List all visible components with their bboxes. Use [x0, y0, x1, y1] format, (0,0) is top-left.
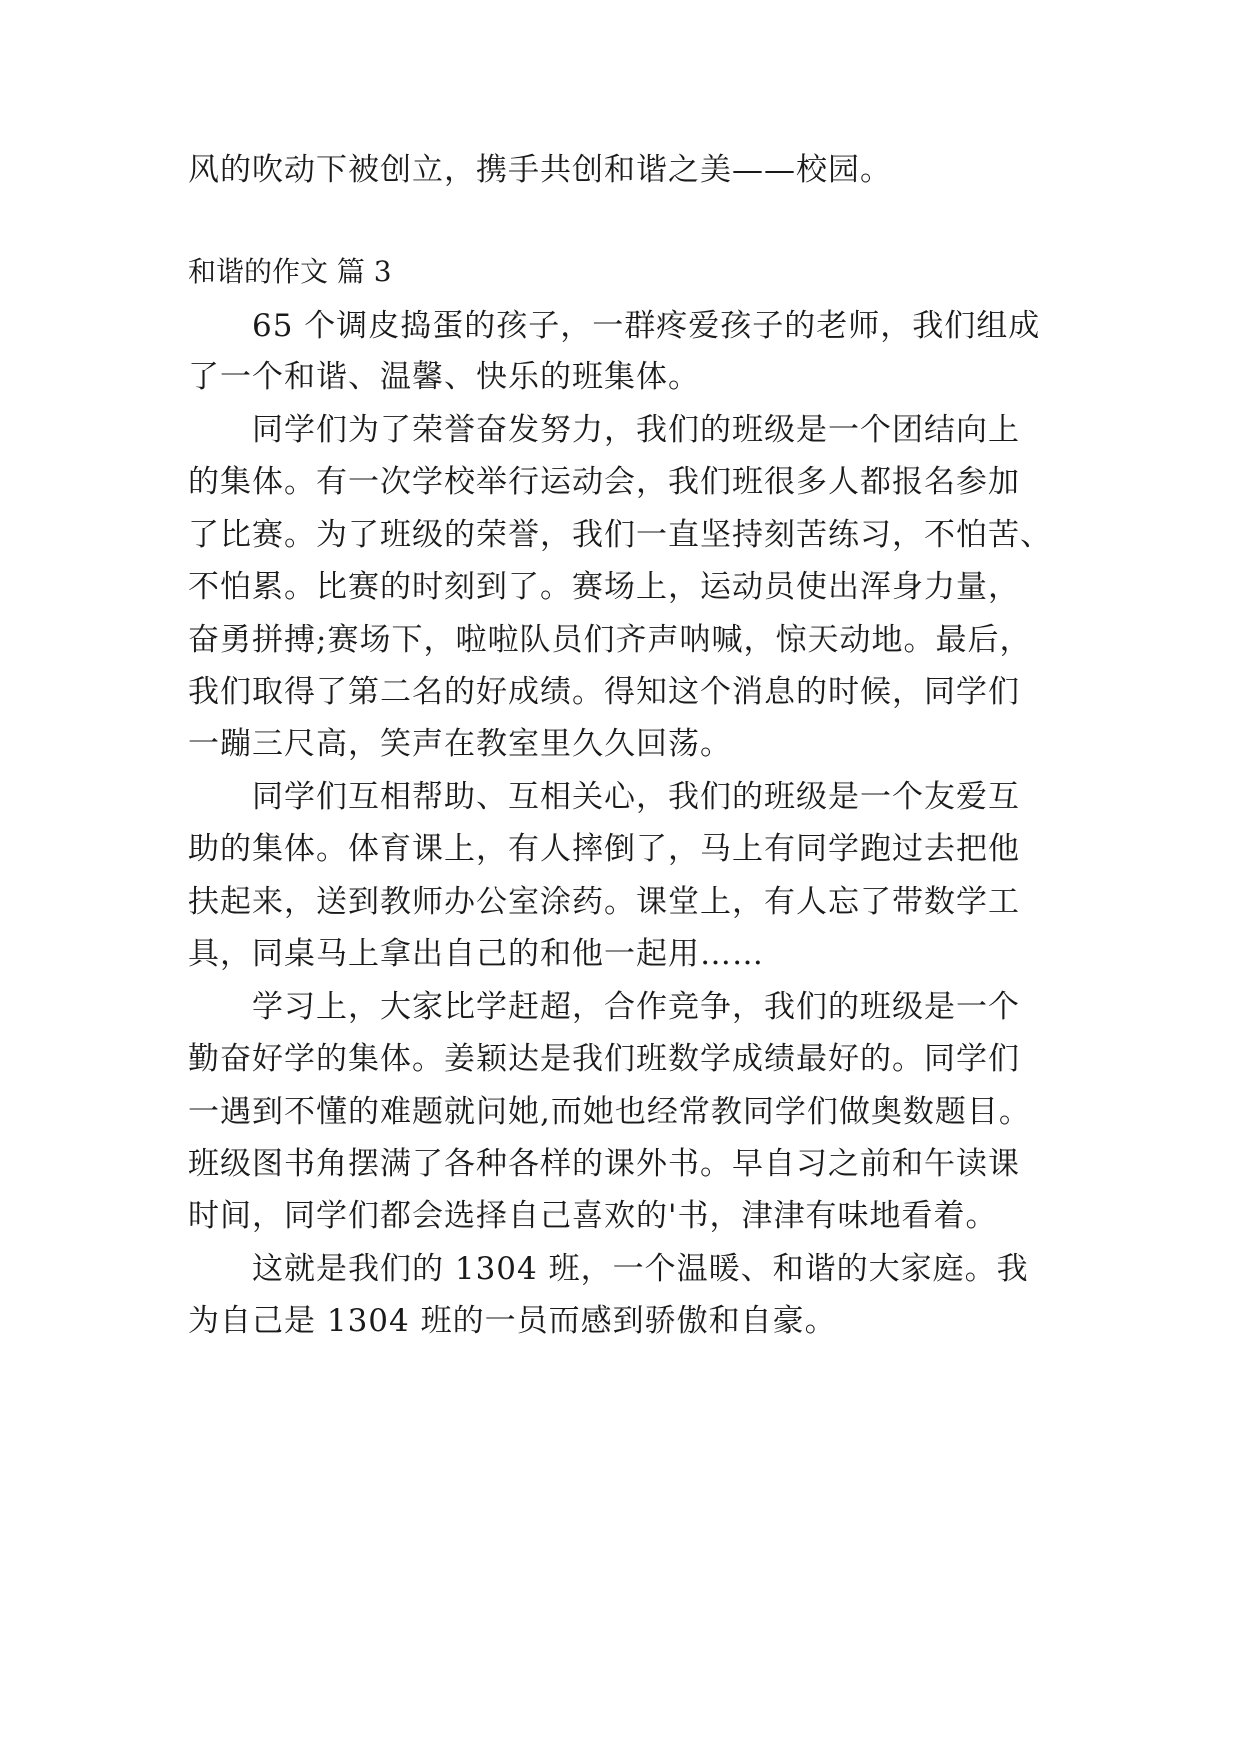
paragraph-line: 我们取得了第二名的好成绩。得知这个消息的时候，同学们 — [188, 674, 1020, 710]
paragraph-line: 扶起来，送到教师办公室涂药。课堂上，有人忘了带数学工 — [188, 884, 1020, 920]
section-heading: 和谐的作文 篇 3 — [188, 255, 392, 288]
paragraph-line: 班级图书角摆满了各种各样的课外书。早自习之前和午读课 — [188, 1146, 1020, 1182]
paragraph-line: 具，同桌马上拿出自己的和他一起用…… — [188, 936, 764, 972]
paragraph-line: 了一个和谐、温馨、快乐的班集体。 — [188, 359, 700, 395]
paragraph-line: 勤奋好学的集体。姜颖达是我们班数学成绩最好的。同学们 — [188, 1041, 1020, 1077]
paragraph-line: 一遇到不懂的难题就问她,而她也经常教同学们做奥数题目。 — [188, 1094, 1031, 1130]
paragraph-line: 了比赛。为了班级的荣誉，我们一直坚持刻苦练习，不怕苦、 — [188, 517, 1052, 553]
paragraph-line: 65 个调皮捣蛋的孩子，一群疼爱孩子的老师，我们组成 — [252, 308, 1041, 344]
paragraph-line: 奋勇拼搏;赛场下，啦啦队员们齐声呐喊，惊天动地。最后， — [188, 622, 1032, 658]
paragraph-line: 同学们为了荣誉奋发努力，我们的班级是一个团结向上 — [252, 412, 1020, 448]
paragraph-line: 同学们互相帮助、互相关心，我们的班级是一个友爱互 — [252, 779, 1020, 815]
paragraph-line: 的集体。有一次学校举行运动会，我们班很多人都报名参加 — [188, 464, 1020, 500]
paragraph-line: 学习上，大家比学赶超，合作竞争，我们的班级是一个 — [252, 989, 1020, 1025]
intro-line: 风的吹动下被创立，携手共创和谐之美——校园。 — [188, 152, 892, 188]
paragraph-line: 不怕累。比赛的时刻到了。赛场上，运动员使出浑身力量， — [188, 569, 1020, 605]
paragraph-line: 时间，同学们都会选择自己喜欢的'书，津津有味地看着。 — [188, 1198, 998, 1234]
paragraph-line: 助的集体。体育课上，有人摔倒了，马上有同学跑过去把他 — [188, 831, 1020, 867]
paragraph-line: 这就是我们的 1304 班，一个温暖、和谐的大家庭。我 — [252, 1251, 1029, 1287]
paragraph-line: 一蹦三尺高，笑声在教室里久久回荡。 — [188, 726, 732, 762]
paragraph-line: 为自己是 1304 班的一员而感到骄傲和自豪。 — [188, 1303, 837, 1339]
